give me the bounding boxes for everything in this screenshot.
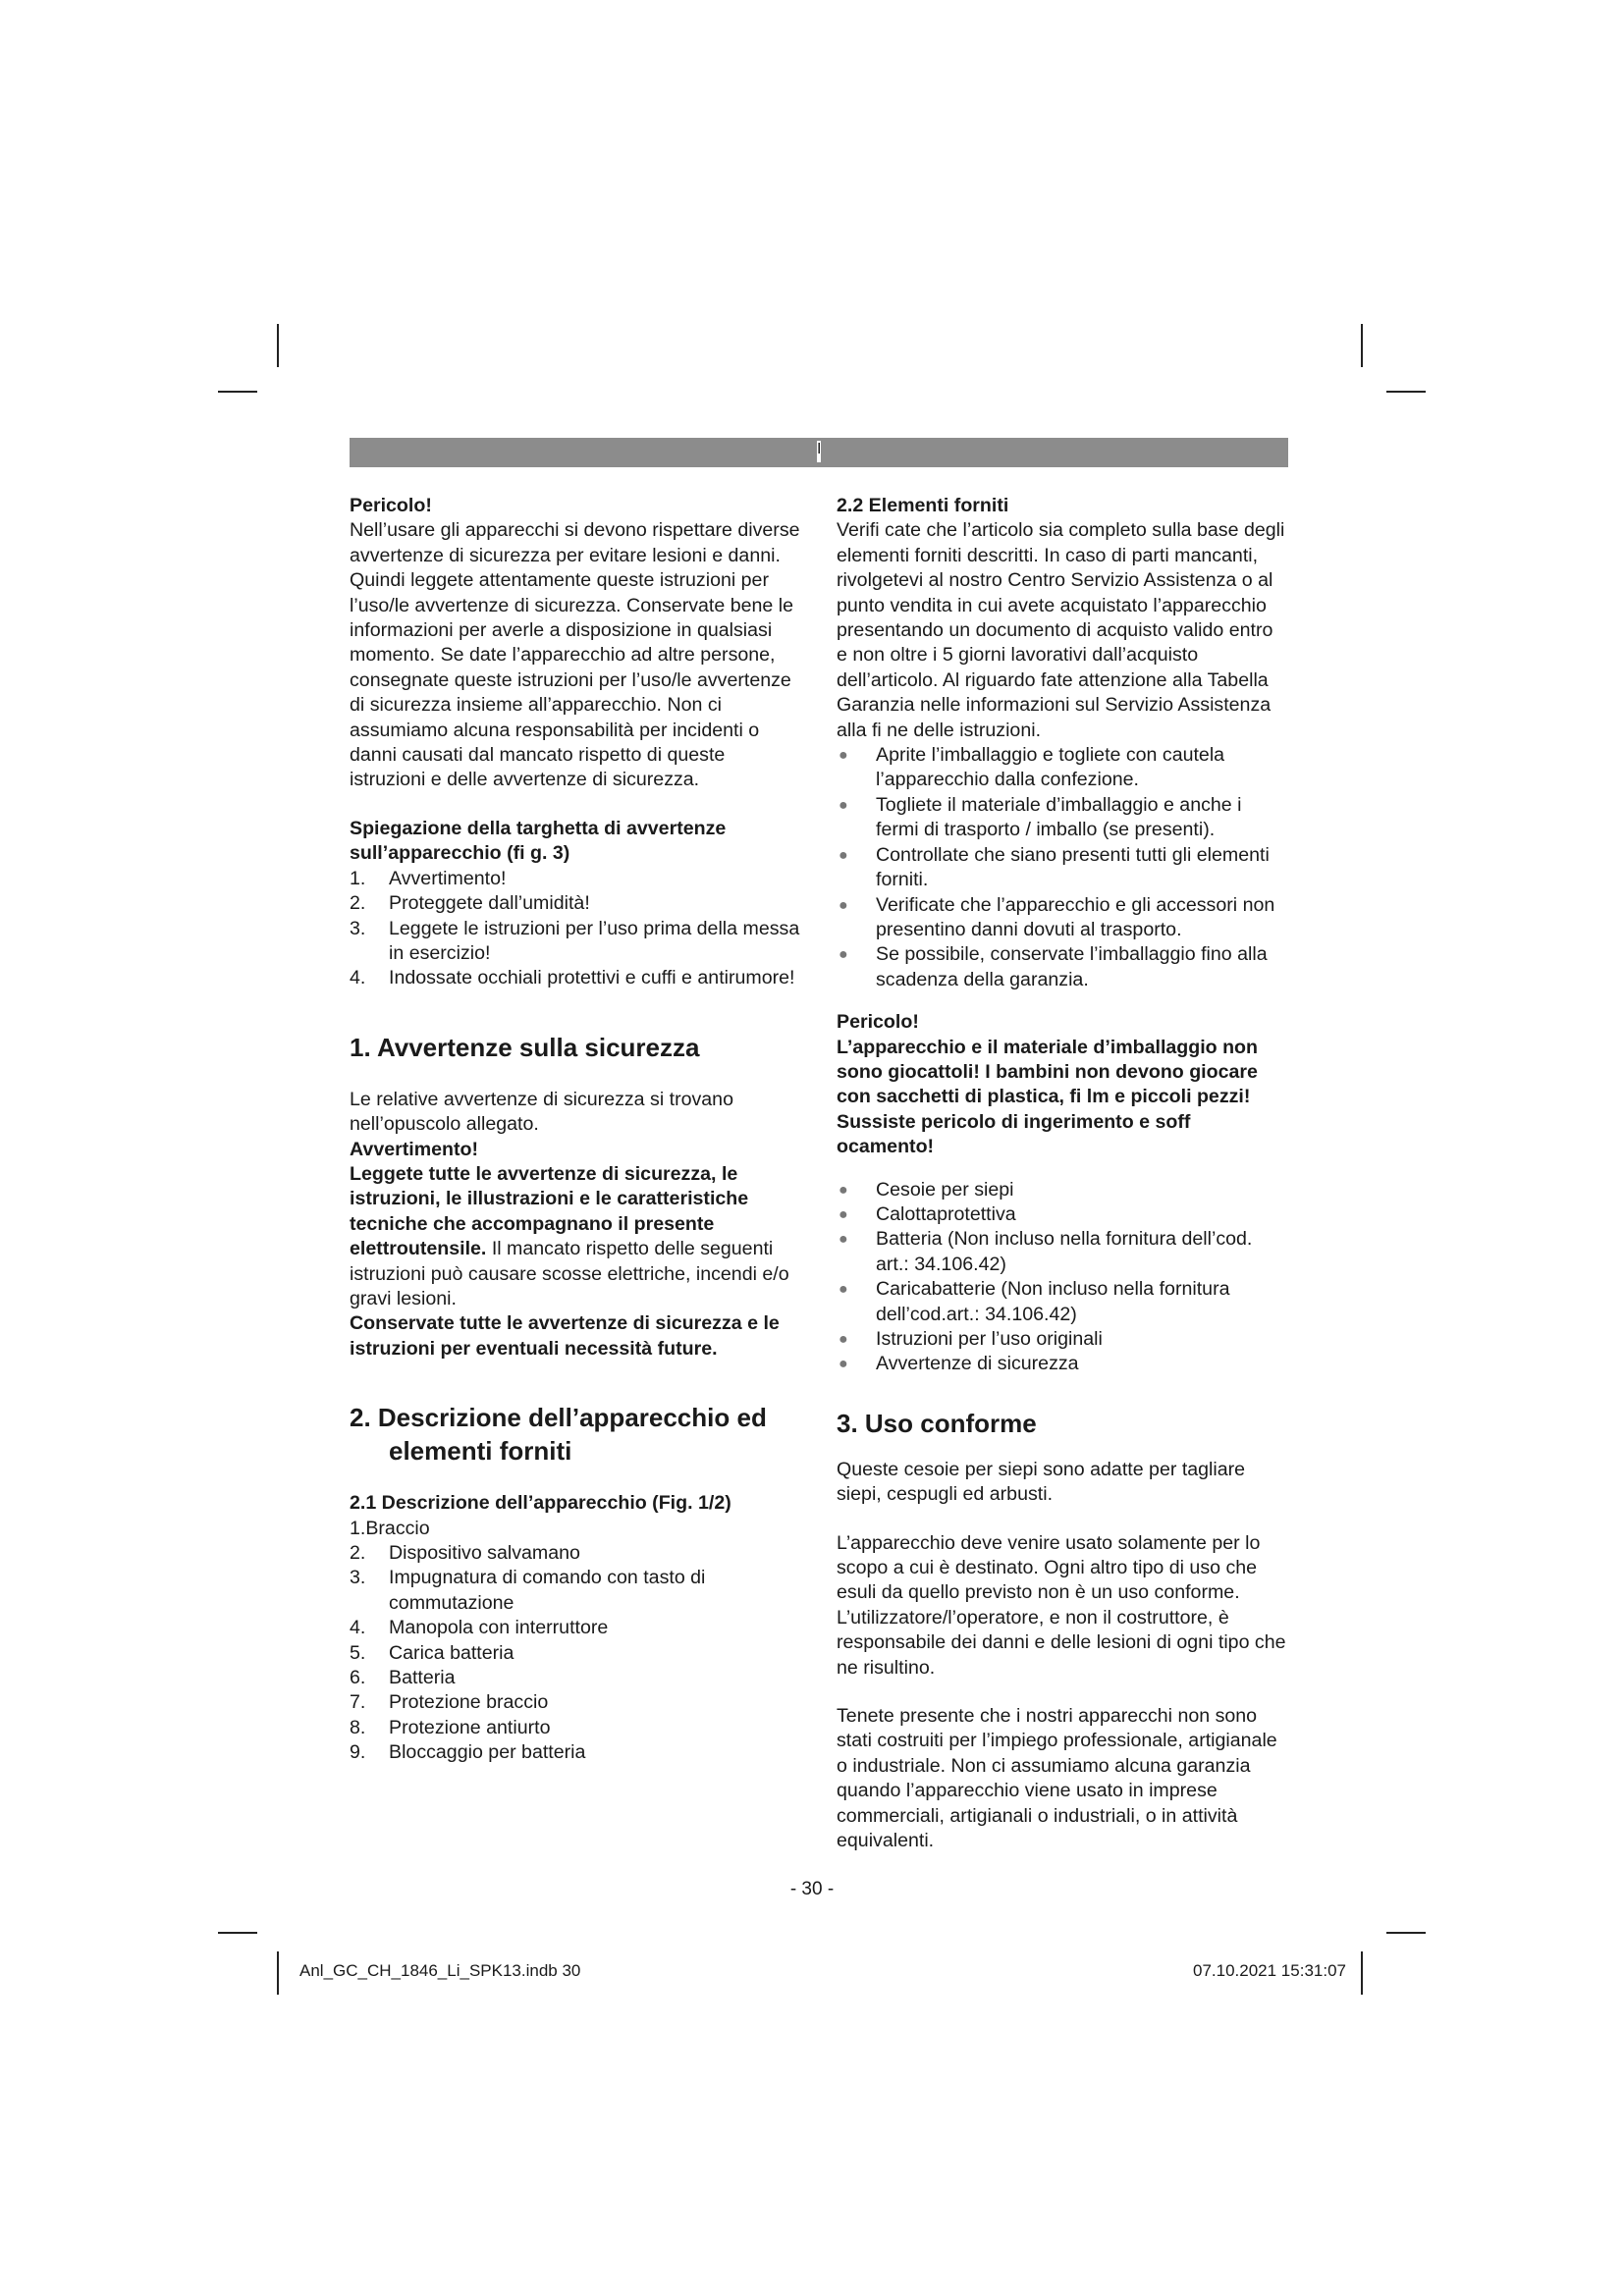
danger-title: Pericolo! — [350, 495, 432, 516]
section-2-heading: 2. Descrizione dell’apparecchio ed elementi forniti — [350, 1403, 767, 1467]
warning-paragraph: Leggete tutte le avvertenze di sicurezza, le istruzioni, le illustrazioni e le caratteristiche tecniche che accompagnano il presente elettroutensile. Il mancato rispetto delle seguenti istruzioni può causare scosse elettriche, incendi e/o gravi lesioni. — [350, 1162, 789, 1309]
list-item: 8. Protezione antiurto — [350, 1716, 551, 1738]
crop-mark — [1386, 391, 1426, 393]
crop-mark — [277, 1951, 279, 1995]
section-1-text: Le relative avvertenze di sicurezza si trovano nell’opuscolo allegato. — [350, 1088, 733, 1136]
list-item: 5. Carica batteria — [350, 1641, 514, 1664]
list-item: 2. Proteggete dall’umidità! — [350, 892, 590, 915]
unpacking-list — [837, 743, 1288, 992]
crop-mark — [277, 324, 279, 367]
list-item: 1.Braccio — [350, 1517, 430, 1539]
section-3-paragraph: Queste cesoie per siepi sono adatte per tagliare siepi, cespugli ed arbusti. — [837, 1458, 1246, 1506]
left-column — [350, 494, 801, 1766]
page-number: - 30 - — [789, 1879, 835, 1899]
section-2-2-heading: 2.2 Elementi forniti — [837, 495, 1009, 516]
crop-mark — [1361, 1951, 1363, 1995]
list-item: 2. Dispositivo salvamano — [350, 1542, 580, 1564]
bullet-icon: ● — [839, 1281, 848, 1299]
list-item: ● Togliete il materiale d’imballaggio e anche i fermi di trasporto / imballo (se presenti). — [839, 793, 1242, 841]
danger-text: L’apparecchio e il materiale d’imballaggio non sono giocattoli! I bambini non devono giocare con sacchetti di plastica, fi lm e piccoli pezzi! Sussiste pericolo di ingerimento e soff ocamento! — [837, 1036, 1258, 1158]
bullet-icon: ● — [839, 1356, 848, 1373]
bullet-icon: ● — [839, 1205, 848, 1223]
footer-file-name: Anl_GC_CH_1846_Li_SPK13.indb 30 — [299, 1961, 581, 1980]
list-item: ● Istruzioni per l’uso originali — [837, 1327, 1288, 1352]
bullet-icon: ● — [839, 1231, 848, 1249]
warning-label-list — [350, 867, 801, 991]
bullet-icon: ● — [839, 846, 848, 864]
crop-mark — [1386, 1932, 1426, 1934]
crop-mark — [218, 391, 257, 393]
list-item: 4. Indossate occhiali protettivi e cuffi e antirumore! — [350, 967, 795, 989]
list-item: 7. Protezione braccio — [350, 1691, 549, 1714]
footer-timestamp: 07.10.2021 15:31:07 — [1193, 1961, 1346, 1980]
list-item: ● Controllate che siano presenti tutti gli elementi forniti. — [839, 843, 1270, 891]
section-3-paragraph: Tenete presente che i nostri apparecchi non sono stati costruiti per l’impiego professionale, artigianale o industriale. Non ci assumiamo alcuna garanzia quando l’apparecchio viene usato in imprese commerciali, artigianali o industriali, o in attività equivalenti. — [837, 1705, 1277, 1852]
section-2-1-heading: 2.1 Descrizione dell’apparecchio (Fig. 1/2) — [350, 1492, 731, 1515]
language-header-bar — [350, 438, 1288, 467]
section-3-paragraph: L’apparecchio deve venire usato solamente per lo scopo a cui è destinato. Ogni altro tipo di uso che esuli da quello previsto non è un uso conforme. L’utilizzatore/l’operatore, e non il costruttore, è responsabile dei danni e delle lesioni di ogni tipo che ne risultino. — [837, 1531, 1286, 1679]
danger-text: Nell’usare gli apparecchi si devono rispettare diverse avvertenze di sicurezza per evitare lesioni e danni. Quindi leggete attentamente queste istruzioni per l’uso/le avvertenze di sicurezza. Conservate bene le informazioni per averle a disposizione in qualsiasi momento. Se date l’apparecchio ad altre persone, consegnate queste istruzioni per l’uso/le avvertenze di sicurezza insieme all’apparecchio. Non ci assumiamo alcuna responsabilità per incidenti o danni causati dal mancato rispetto di queste istruzioni e delle avvertenze di sicurezza. — [350, 519, 800, 791]
bullet-icon: ● — [839, 946, 848, 964]
list-item: 9. Bloccaggio per batteria — [350, 1741, 586, 1764]
section-2-2-text: Verifi cate che l’articolo sia completo sulla base degli elementi forniti descritti. In caso di parti mancanti, rivolgetevi al nostro Centro Servizio Assistenza o al punto vendita in cui avete acquistato l’apparecchio presentando un documento di acquisto valido entro e non oltre i 5 giorni lavorativi dall’acquisto dell’articolo. Al riguardo fate attenzione alla Tabella Garanzia nelle informazioni sul Servizio Assistenza alla fi ne delle istruzioni. — [837, 519, 1285, 741]
right-column — [837, 494, 1288, 1854]
section-3-heading: 3. Uso conforme — [837, 1408, 1037, 1438]
list-item: 3. Impugnatura di comando con tasto di commutazione — [350, 1567, 706, 1614]
danger-title: Pericolo! — [837, 1011, 919, 1034]
list-item: 6. Batteria — [350, 1667, 456, 1689]
list-item: ● Batteria (Non incluso nella fornitura dell’cod. art.: 34.106.42) — [839, 1228, 1253, 1275]
list-item: ● Se possibile, conservate l’imballaggio fino alla scadenza della garanzia. — [839, 943, 1268, 990]
bullet-icon: ● — [839, 796, 848, 814]
language-code: I — [817, 441, 822, 457]
list-item: 1. Avvertimento! — [350, 867, 507, 889]
list-item: 4. Manopola con interruttore — [350, 1617, 609, 1639]
bullet-icon: ● — [839, 896, 848, 914]
bullet-icon: ● — [839, 1331, 848, 1348]
warning-label-title: Spiegazione della targhetta di avvertenze sull’apparecchio (fi g. 3) — [350, 817, 727, 865]
list-item: ● Cesoie per siepi — [837, 1178, 1288, 1202]
crop-mark — [1361, 324, 1363, 367]
warning-title: Avvertimento! — [350, 1138, 479, 1160]
list-item: ● Avvertenze di sicurezza — [837, 1352, 1288, 1376]
warning-keep-instructions: Conservate tutte le avvertenze di sicurezza e le istruzioni per eventuali necessità future. — [350, 1312, 780, 1360]
device-parts-list — [350, 1541, 801, 1766]
crop-mark — [218, 1932, 257, 1934]
list-item: ● Calottaprotettiva — [837, 1202, 1288, 1227]
bullet-icon: ● — [839, 1181, 848, 1199]
list-item: ● Verificate che l’apparecchio e gli accessori non presentino danni dovuti al trasporto. — [839, 893, 1275, 940]
list-item: ● Aprite l’imballaggio e togliete con cautela l’apparecchio dalla confezione. — [839, 744, 1225, 791]
list-item: 3. Leggete le istruzioni per l’uso prima della messa in esercizio! — [350, 917, 800, 964]
bullet-icon: ● — [839, 747, 848, 765]
scope-of-delivery-list — [837, 1178, 1288, 1377]
list-item: ● Caricabatterie (Non incluso nella fornitura dell’cod.art.: 34.106.42) — [839, 1278, 1230, 1325]
section-1-heading: 1. Avvertenze sulla sicurezza — [350, 1032, 700, 1062]
